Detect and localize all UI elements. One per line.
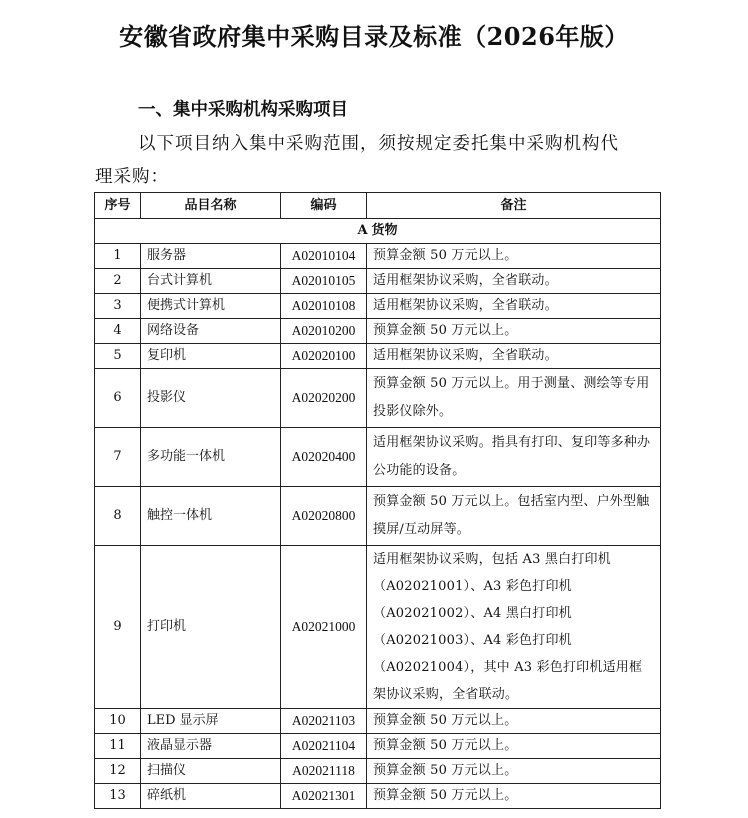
row-note: 预算金额 50 万元以上。 (367, 759, 661, 784)
row-name: 触控一体机 (141, 487, 281, 546)
row-note: 适用框架协议采购，包括 A3 黑白打印机（A02021001）、A3 彩色打印机（A02021002）、A4 黑白打印机（A02021003）、A4 彩色打印机（A02021004），其中 A3 彩色打印机适用框架协议采购，全省联动。 (367, 546, 661, 709)
table-row (95, 369, 661, 428)
row-code: A02020800 (281, 487, 367, 546)
row-code: A02010105 (281, 269, 367, 294)
row-name: LED 显示屏 (141, 709, 281, 734)
row-no: 2 (95, 269, 141, 294)
row-note: 预算金额 50 万元以上。 (367, 734, 661, 759)
row-code: A02021118 (281, 759, 367, 784)
row-no: 11 (95, 734, 141, 759)
row-no: 4 (95, 319, 141, 344)
table-row (95, 319, 661, 344)
category-letter: A (357, 223, 368, 238)
row-code: A02010104 (281, 244, 367, 269)
row-name: 便携式计算机 (141, 294, 281, 319)
row-code: A02021000 (281, 546, 367, 709)
row-no: 6 (95, 369, 141, 428)
procurement-catalog-table (94, 192, 661, 809)
row-no: 8 (95, 487, 141, 546)
row-name: 碎纸机 (141, 784, 281, 809)
row-no: 12 (95, 759, 141, 784)
table-row (95, 734, 661, 759)
row-name: 服务器 (141, 244, 281, 269)
row-code: A02020100 (281, 344, 367, 369)
category-cell (95, 219, 661, 244)
row-note: 适用框架协议采购，全省联动。 (367, 294, 661, 319)
table-row (95, 487, 661, 546)
row-code: A02010200 (281, 319, 367, 344)
table-row (95, 784, 661, 809)
row-name: 打印机 (141, 546, 281, 709)
row-code: A02021301 (281, 784, 367, 809)
row-note: 预算金额 50 万元以上。 (367, 784, 661, 809)
row-name: 扫描仪 (141, 759, 281, 784)
intro-text-line-1: 以下项目纳入集中采购范围，须按规定委托集中采购机构代 (138, 134, 619, 154)
row-code: A02021104 (281, 734, 367, 759)
row-note: 适用框架协议采购，全省联动。 (367, 269, 661, 294)
row-no: 3 (95, 294, 141, 319)
table-row (95, 269, 661, 294)
header-no: 序号 (95, 193, 141, 219)
intro-text-line-2: 理采购： (95, 167, 169, 187)
row-code: A02020200 (281, 369, 367, 428)
row-name: 复印机 (141, 344, 281, 369)
table-row (95, 546, 661, 709)
table-row (95, 759, 661, 784)
row-name: 液晶显示器 (141, 734, 281, 759)
row-no: 1 (95, 244, 141, 269)
row-note: 预算金额 50 万元以上。 (367, 319, 661, 344)
row-code: A02010108 (281, 294, 367, 319)
table-row (95, 244, 661, 269)
document-title: 安徽省政府集中采购目录及标准（2026年版） (119, 22, 629, 51)
table-header-row (95, 193, 661, 219)
row-note: 预算金额 50 万元以上。 (367, 709, 661, 734)
section-heading: 一、集中采购机构采购项目 (138, 100, 348, 120)
row-no: 7 (95, 428, 141, 487)
header-code: 编码 (281, 193, 367, 219)
row-note: 预算金额 50 万元以上。 (367, 244, 661, 269)
table-row (95, 428, 661, 487)
row-note: 适用框架协议采购。指具有打印、复印等多种办公功能的设备。 (367, 428, 661, 487)
row-code: A02021103 (281, 709, 367, 734)
row-name: 网络设备 (141, 319, 281, 344)
row-no: 5 (95, 344, 141, 369)
category-row (95, 219, 661, 244)
row-note: 预算金额 50 万元以上。包括室内型、户外型触摸屏/互动屏等。 (367, 487, 661, 546)
row-name: 多功能一体机 (141, 428, 281, 487)
row-name: 台式计算机 (141, 269, 281, 294)
table-row (95, 709, 661, 734)
row-note: 适用框架协议采购，全省联动。 (367, 344, 661, 369)
row-no: 9 (95, 546, 141, 709)
category-name: 货物 (371, 223, 398, 238)
header-name: 品目名称 (141, 193, 281, 219)
row-no: 10 (95, 709, 141, 734)
header-note: 备注 (367, 193, 661, 219)
table-row (95, 294, 661, 319)
row-code: A02020400 (281, 428, 367, 487)
table-row (95, 344, 661, 369)
row-note: 预算金额 50 万元以上。用于测量、测绘等专用投影仪除外。 (367, 369, 661, 428)
row-no: 13 (95, 784, 141, 809)
row-name: 投影仪 (141, 369, 281, 428)
